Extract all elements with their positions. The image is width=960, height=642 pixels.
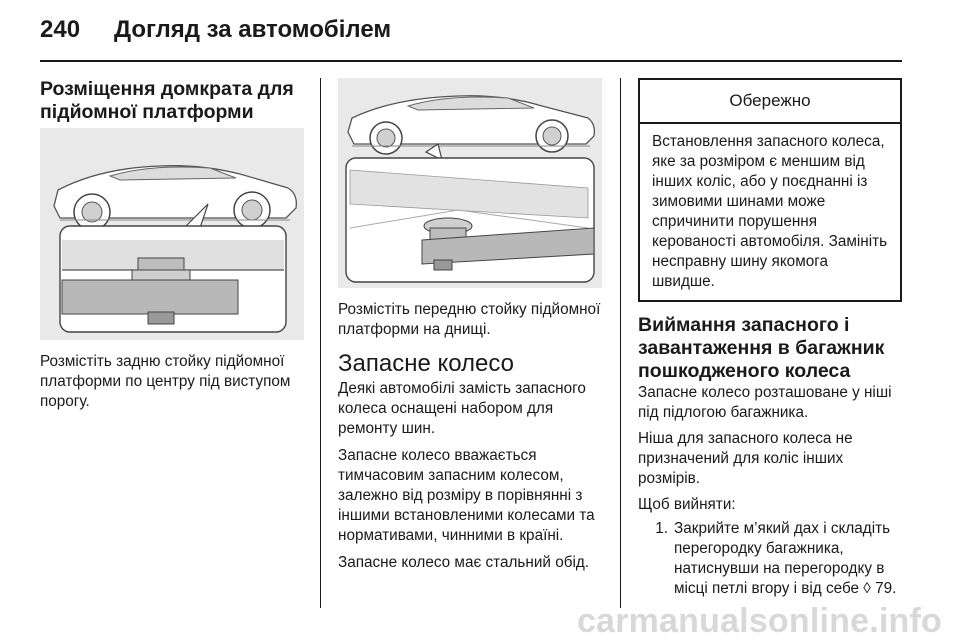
spare-wheel-para-2: Запасне колесо вважається тимчасовим запасним колесом, залежно від розміру в порівнянні з іншими встановленими колесами та нормативами, чинними в країні. <box>338 447 595 544</box>
spare-wheel-para-1: Деякі автомобілі замість запасного колеса оснащені набором для ремонту шин. <box>338 380 586 437</box>
column-divider-2 <box>620 78 621 608</box>
front-lift-support-drawing <box>338 78 602 288</box>
step-1-text-wrap <box>674 519 904 599</box>
step-1 <box>638 519 904 599</box>
warning-title: Обережно <box>640 80 900 124</box>
section-title-spare-wheel: Запасне колесо <box>338 350 515 377</box>
step-1-page-ref[interactable]: 79. <box>875 580 897 597</box>
column-1 <box>40 78 306 412</box>
removal-para-2: Ніша для запасного колеса не призначений для коліс інших розмірів. <box>638 430 853 487</box>
warning-text: Встановлення запасного колеса, яке за розміром є меншим від інших коліс, або у поєднанні із зимовими шинами може спричинити порушення керованості автомобіля. Замініть несправну шину якомога швидше. <box>652 133 888 290</box>
watermark-text: carmanualsonline.info <box>576 602 942 640</box>
front-lift-support-illustration <box>338 78 602 288</box>
rear-support-caption: Розмістіть задню стойку підйомної платформи по центру під виступом порогу. <box>40 353 291 410</box>
page-number: 240 <box>40 16 81 43</box>
column-divider-1 <box>320 78 321 608</box>
step-1-text: Закрийте м’який дах і складіть перегородку багажника, натиснувши на перегородку в місці петлі вгору і від себе <box>674 520 891 597</box>
column-3 <box>638 78 904 599</box>
page-header <box>40 14 902 58</box>
arrow-reference-icon[interactable]: ◊ <box>863 580 871 597</box>
removal-para-1: Запасне колесо розташоване у ніші під підлогою багажника. <box>638 384 892 421</box>
front-support-caption: Розмістіть передню стойку підйомної платформи на днищі. <box>338 301 601 338</box>
step-1-number: 1. <box>655 520 668 537</box>
rear-lift-support-drawing <box>40 128 304 340</box>
spare-wheel-para-3: Запасне колесо має стальний обід. <box>338 554 590 571</box>
column-2 <box>338 78 606 573</box>
removal-para-3: Щоб вийняти: <box>638 496 736 513</box>
subheading-remove-spare: Виймання запасного і завантаження в багажник пошкодженого колеса <box>638 314 885 382</box>
rear-lift-support-illustration <box>40 128 304 340</box>
warning-box <box>638 78 902 302</box>
page-title: Догляд за автомобілем <box>114 16 392 43</box>
section-heading-jack-placement: Розміщення домкрата для підйомної платформи <box>40 78 294 123</box>
header-divider <box>40 60 902 62</box>
